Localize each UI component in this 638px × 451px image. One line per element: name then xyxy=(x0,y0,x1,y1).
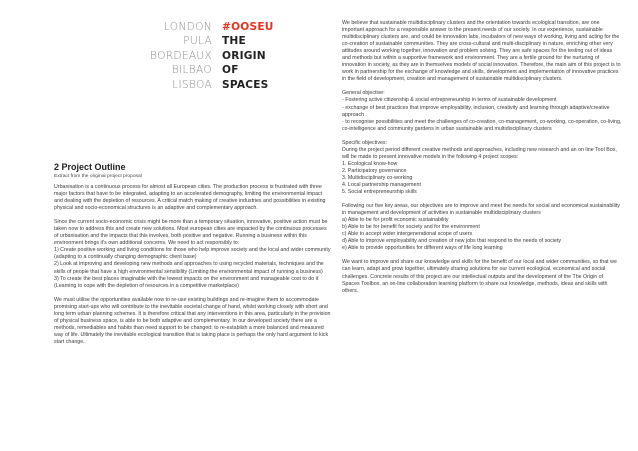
project-logo xyxy=(146,20,296,130)
city-lisboa: LISBOA xyxy=(172,78,212,91)
tagline-line-4: SPACES xyxy=(222,78,269,91)
key-areas: Following our five key areas, our objectives are to improve and meet the needs for social and economical sustainability in management and development of activities in sustainable multidisciplinary clusters a) Able to be for profit economic sustainability b) Able to be for benefit for society and for the environment c) Able to accept wider intergenerational scope of users d) Able to improve employability and creation of new jobs that respond to the needs of society e) Able to provide opportunities for different ways of life long learning xyxy=(342,203,620,252)
tagline-line-3: OF xyxy=(222,64,239,77)
general-objective: General objective: - Fostering active citizenship & social entrepreneurship in terms of sustainable development - exchange of best practices that improve employability, inclusion, creativity and learning through adaptive/creative approach - to recognise possibilities and meet the challenges of co-creation, co-management, co-working, co-operation, co-living, co-intelligence and community gardens in urban sustainable and multidisciplinary clusters xyxy=(342,90,622,132)
tagline-line-2: ORIGIN xyxy=(222,49,266,62)
paragraph: We believe that sustainable multidisciplinary clusters and the orientation towards ecological transition, are one important approach for a responsible answer to the present needs of our society. In our experience, sustainable multidisciplinary clusters are, and could be innovation labs, incubators of new ways of working, living and acting for the co-creation of sustainable communities. They are cross-cultural and multi-disciplinary in nature, enriching other very attitudes around working together, innovation and problem solving. They are safe spaces for the testing out of ideas and methods but within a supportive framework and environment. They are a fertile ground for the nurturing of innovation in society, as they are in themselves models of social innovation. Therefore, the main aim of this project is to work in partnership for the exchange of knowledge and skills, development and implementation of innovative practices in the field of development, creation and management of sustainable multidisciplinary clusters. xyxy=(342,20,621,83)
city-list xyxy=(146,20,212,92)
section-subheading: Extract from the original project proposal xyxy=(54,173,142,179)
section-heading: 2 Project Outline xyxy=(54,162,126,172)
city-london: LONDON xyxy=(163,21,212,33)
tagline-line-1: THE xyxy=(222,35,246,48)
paragraph: We want to improve and share our knowledge and skills for the benefit of our local and wider communities, so that we can learn, adapt and grow together, ultimately sharing solutions for our current ecological, economical and social challenges. Concrete results of this project are our intellectual outputs and the development of the The Origin of Spaces Toolbox, an on-line collaboration learning platform to share our knowledge, methods, ideas and skills with others. xyxy=(342,259,617,294)
paragraph: Urbanisation is a continuous process for almost all European cities. The production process is frustrated with three major factors that have to be integrated, adapting to an accelerated demography, limiting the environmental impact and dealing with the depletion of resources. A critical match making of creative industries and possibilities in existing physical and socio-economical structures is an adaptive and complementary approach. xyxy=(54,184,326,212)
city-bordeaux: BORDEAUX xyxy=(150,49,212,62)
paragraph: Since the current socio-economic crisis might be more than a temporary situation, innovative, positive action must be taken now to address this and create new solutions. Most european cities are impacted by the continuous processes of urbanisation and the impacts that this involves, both positive and negative. Running a business within this environment brings it's own additional concerns. We need to act responsibly to: 1) Create positive working and living conditions for those who help improve society and the local and wider community (adapting to a continually changing demographic client base) 2) Look at improving and developing new methods and approaches to using recycled materials, techniques and the skills of people that have a high environmental sensibility (Limiting the environmental impact of running a business) 3) To create the best places imaginable with the lowest impacts on the environment and manageable cost to do it (Learning to cope with the depletion of resources in a competitive marketplace) xyxy=(54,219,331,289)
paragraph: We must utilise the opportunities available now to re-use existing buildings and re-imagine them to accommodate promising start-ups who will contribute to the inevitable societal change of hand, whilst working closely with short and long term urban planning schemes. It is therefore critical that any interventions in this area, particularly in the provision of physical business space, is able to be both adaptive and complementary. In our developed society there are a methods, remediables and habits than need support to be changed; to re-establish a more balanced and measured way of life. Ultimately the inevitable ecological transition that is taking place is perhaps the only hard argument to kick start change. xyxy=(54,296,331,345)
left-column xyxy=(54,184,332,353)
right-column xyxy=(342,20,622,302)
city-pula: PULA xyxy=(183,35,212,48)
logo-tagline xyxy=(222,20,274,92)
logo-hashtag: #OOSEU xyxy=(222,21,274,33)
city-bilbao: BILBAO xyxy=(171,64,212,77)
specific-objectives: Specific objectives: During the project period different creative methods and approaches, including new research and an on line Tool Box, will be made to present innovative models in the following 4 project scopes: 1. Ecological know-how 2. Participatory governance 3. Multidisciplinary co-working 4. Local partnership management 5. Social entrepreneurship skills xyxy=(342,139,617,196)
